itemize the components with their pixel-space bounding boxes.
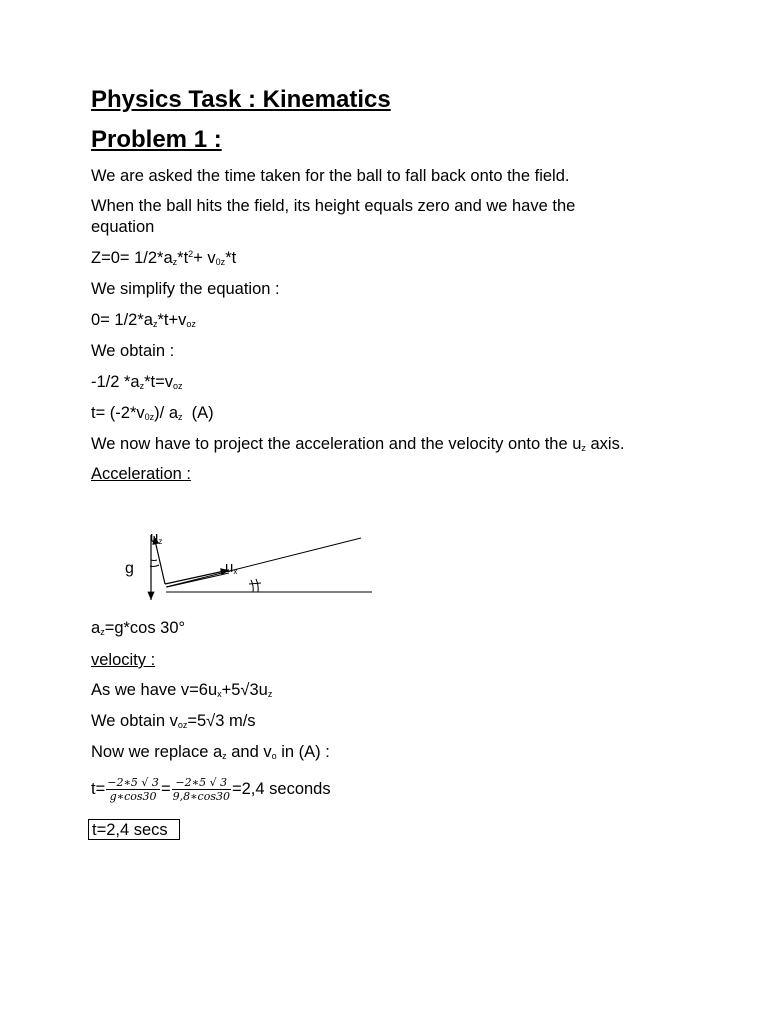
text-line-6: We now have to project the acceleration and the velocity onto the $u_z$ axis. — [91, 435, 625, 453]
equation-9: t= $\frac{-2∗5 √ 3}{g∗\cos 30}$ = $\frac{-2∗5 √ 3}{9,8∗\cos 30}$ =2,4 seconds — [91, 776, 331, 803]
ux-label: ux — [225, 559, 238, 576]
incline-line — [166, 538, 361, 587]
fraction-1: $\frac{-2∗5 √ 3}{g∗\cos 30}$ — [107, 776, 159, 803]
acceleration-diagram — [91, 520, 391, 610]
text-line-5: We obtain : — [91, 342, 175, 360]
result-box: t=2,4 secs — [88, 819, 180, 840]
problem-heading: Problem 1 : — [91, 126, 222, 153]
equation-6: As we have $v=6u_x+5√3u_z$ — [91, 681, 273, 699]
equation-7: We obtain $v_{oz}=5√3$ m/s — [91, 712, 256, 730]
text-line-1: We are asked the time taken for the ball to fall back onto the field. — [91, 167, 570, 185]
equation-5: $a_z=g*\cos$ 30° — [91, 619, 186, 637]
ux-arrow-shadow — [167, 573, 229, 587]
equation-1: $Z=0= 1/2*a_z*t^2+ v_{0z}*t$ — [91, 249, 237, 267]
acceleration-heading: Acceleration : — [91, 465, 191, 483]
angle-arc-2 — [256, 579, 258, 592]
document-title: Physics Task : Kinematics — [91, 86, 391, 113]
g-label: g — [125, 560, 134, 577]
text-line-3: equation — [91, 218, 155, 236]
fraction-2: $\frac{-2∗5 √ 3}{9,8∗\cos 30}$ — [172, 776, 230, 803]
uz-label: uz — [150, 529, 163, 546]
equation-4: $t= (-2*v_{0z})/$ $a_z$ (A) — [91, 404, 214, 422]
text-line-4: We simplify the equation : — [91, 280, 280, 298]
ux-arrow — [165, 570, 229, 584]
velocity-heading: velocity : — [91, 651, 156, 669]
angle-tick — [249, 583, 261, 584]
text-line-2: When the ball hits the field, its height equals zero and we have the — [91, 197, 576, 215]
equation-3: -1/2 $*a_z*t=v_{oz}$ — [91, 373, 183, 391]
angle-arc-1 — [251, 580, 253, 592]
equation-2: $0= 1/2*a_z*t+v_{oz}$ — [91, 311, 196, 329]
equation-8: Now we replace $a_z$ and $v_o$ in (A) : — [91, 743, 330, 761]
